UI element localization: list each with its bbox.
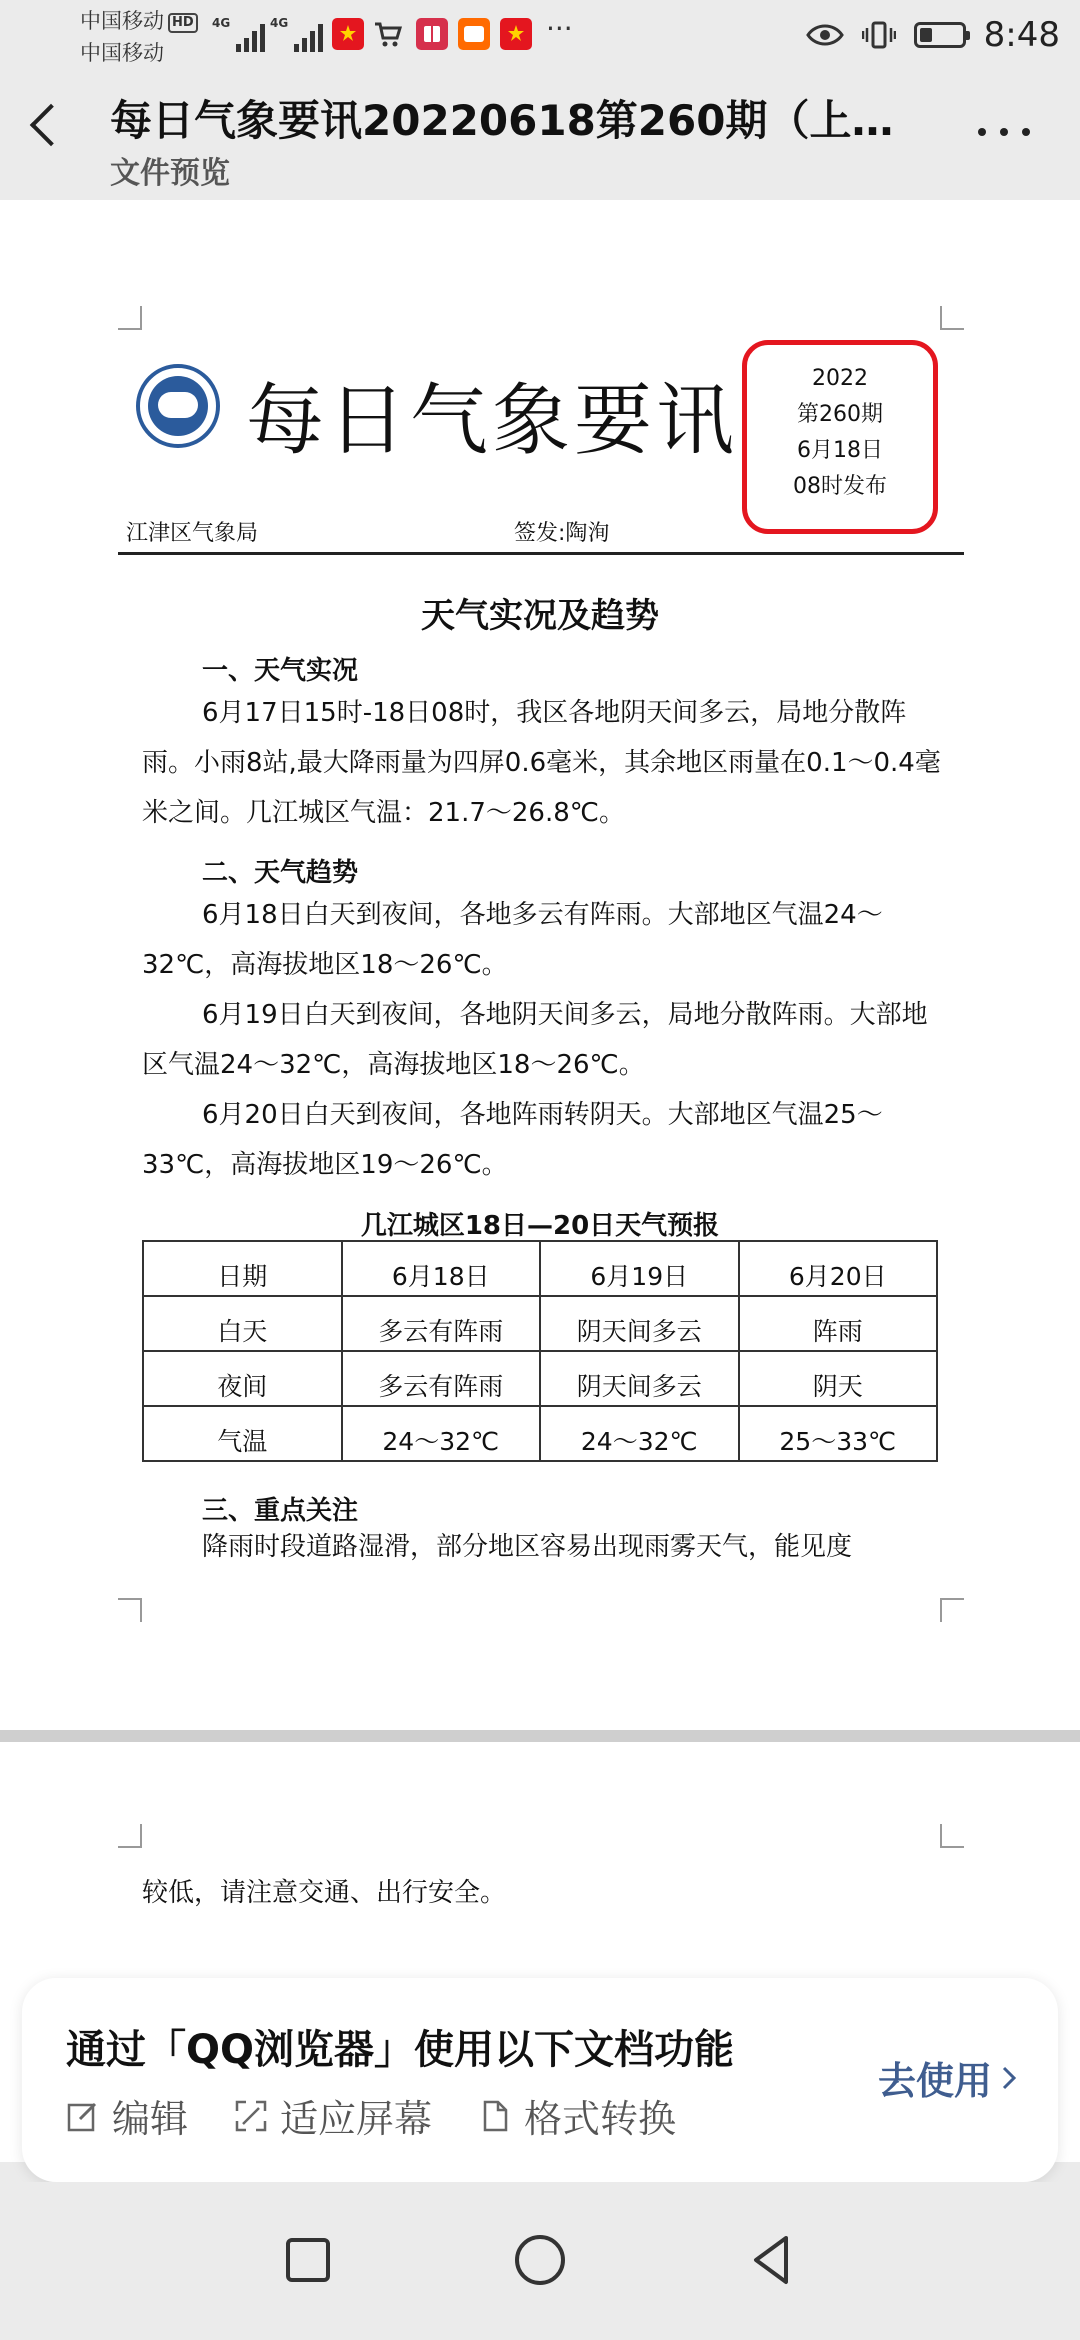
clock: 8:48 — [983, 15, 1060, 55]
issuing-org: 江津区气象局 — [126, 521, 259, 546]
more-options-button[interactable] — [978, 128, 1030, 136]
cart-icon — [372, 18, 404, 50]
network-1-label: 4G — [212, 16, 231, 30]
page-corner-mark — [940, 1824, 964, 1848]
document-page-1[interactable] — [0, 200, 1080, 1730]
table-cell: 阴天间多云 — [540, 1351, 739, 1406]
taobao-icon — [458, 18, 490, 50]
page-corner-mark — [118, 306, 142, 330]
signal-2-icon — [270, 16, 323, 52]
table-cell: 6月20日 — [739, 1241, 938, 1296]
app-notification-2-icon — [500, 18, 532, 50]
issue-release: 08时发布 — [793, 474, 887, 499]
network-2-label: 4G — [270, 16, 289, 30]
page-2-text: 较低，请注意交通、出行安全。 — [142, 1878, 507, 1908]
page-corner-mark — [940, 306, 964, 330]
doc-main-title: 每日气象要讯 — [246, 376, 739, 466]
table-cell: 多云有阵雨 — [342, 1351, 541, 1406]
eye-comfort-icon — [806, 22, 844, 48]
carrier-1-label: 中国移动 — [80, 9, 164, 33]
table-cell: 阵雨 — [739, 1296, 938, 1351]
issue-year: 2022 — [812, 366, 868, 391]
table-title: 几江城区18日—20日天气预报 — [360, 1211, 720, 1241]
header-divider — [118, 552, 964, 555]
table-row — [143, 1296, 937, 1351]
table-cell: 6月18日 — [342, 1241, 541, 1296]
table-cell: 6月19日 — [540, 1241, 739, 1296]
promo-actions — [66, 2088, 676, 2143]
app-notification-icon — [332, 18, 364, 50]
table-row — [143, 1406, 937, 1461]
paragraph-1: 6月17日15时-18日08时，我区各地阴天间多云，局地分散阵雨。小雨8站,最大降雨量为四屏0.6毫米，其余地区雨量在0.1～0.4毫米之间。几江城区气温：21.7～26.8℃。 — [142, 698, 941, 828]
table-cell: 25～33℃ — [739, 1406, 938, 1461]
edit-label: 编辑 — [112, 2097, 189, 2141]
paragraph-4: 6月20日白天到夜间，各地阵雨转阴天。大部地区气温25～33℃，高海拔地区19～26℃。 — [142, 1100, 883, 1180]
vibrate-icon — [862, 20, 896, 50]
fit-screen-action-button[interactable] — [234, 2088, 432, 2143]
page-separator — [0, 1730, 1080, 1742]
book-app-icon — [416, 18, 448, 50]
go-use-label: 去使用 — [877, 2059, 992, 2103]
more-notifications-icon: ··· — [546, 12, 573, 45]
hd-badge: HD — [168, 13, 198, 33]
back-button[interactable] — [30, 104, 72, 146]
back-nav-button[interactable] — [742, 2230, 802, 2290]
table-cell: 夜间 — [143, 1351, 342, 1406]
status-bar — [0, 0, 1080, 72]
chevron-right-icon — [1000, 2064, 1018, 2092]
carrier-1 — [80, 8, 198, 34]
format-convert-label: 格式转换 — [524, 2097, 677, 2141]
issue-info-box — [742, 340, 938, 534]
preview-subtitle: 文件预览 — [110, 156, 230, 191]
top-area — [0, 0, 1080, 200]
qq-browser-promo-card[interactable] — [22, 1978, 1058, 2182]
table-cell: 多云有阵雨 — [342, 1296, 541, 1351]
format-convert-action-button[interactable] — [478, 2088, 676, 2143]
battery-icon — [914, 22, 966, 48]
system-nav-bar — [0, 2182, 1080, 2340]
table-row — [143, 1241, 937, 1296]
table-cell: 气温 — [143, 1406, 342, 1461]
table-cell: 白天 — [143, 1296, 342, 1351]
fit-screen-label: 适应屏幕 — [280, 2097, 433, 2141]
meteorology-logo — [136, 364, 220, 448]
table-cell: 阴天 — [739, 1351, 938, 1406]
fit-screen-icon — [234, 2099, 268, 2133]
table-cell: 阴天间多云 — [540, 1296, 739, 1351]
signal-1-icon — [212, 16, 265, 52]
page-corner-mark — [118, 1824, 142, 1848]
paragraph-3: 6月19日白天到夜间，各地阴天间多云，局地分散阵雨。大部地区气温24～32℃，高海拔地区18～26℃。 — [142, 1000, 928, 1080]
go-use-button[interactable] — [878, 2050, 1018, 2105]
page-corner-mark — [118, 1598, 142, 1622]
table-cell: 24～32℃ — [540, 1406, 739, 1461]
status-right — [806, 14, 1060, 56]
section-2-title: 二、天气趋势 — [202, 858, 359, 888]
carrier-2: 中国移动 — [80, 41, 164, 65]
issue-number: 第260期 — [797, 402, 883, 427]
paragraph-2: 6月18日白天到夜间，各地多云有阵雨。大部地区气温24～32℃，高海拔地区18～26℃。 — [142, 900, 883, 980]
home-button[interactable] — [510, 2230, 570, 2290]
page-corner-mark — [940, 1598, 964, 1622]
section-1-title: 一、天气实况 — [202, 656, 359, 686]
promo-text: 通过「QQ浏览器」使用以下文档功能 — [66, 2027, 735, 2073]
recent-apps-button[interactable] — [278, 2230, 338, 2290]
edit-icon — [66, 2099, 100, 2133]
document-title: 每日气象要讯20220618第260期（上… — [110, 96, 894, 145]
table-cell: 24～32℃ — [342, 1406, 541, 1461]
edit-action-button[interactable] — [66, 2088, 188, 2143]
table-row — [143, 1351, 937, 1406]
issue-date: 6月18日 — [797, 438, 883, 463]
paragraph-5: 降雨时段道路湿滑，部分地区容易出现雨雾天气，能见度 — [202, 1532, 853, 1562]
section-3-title: 三、重点关注 — [202, 1496, 359, 1526]
table-cell: 日期 — [143, 1241, 342, 1296]
forecast-table — [142, 1240, 938, 1462]
section-heading: 天气实况及趋势 — [421, 596, 659, 636]
document-icon — [478, 2099, 512, 2133]
signer: 签发:陶洵 — [514, 521, 610, 546]
